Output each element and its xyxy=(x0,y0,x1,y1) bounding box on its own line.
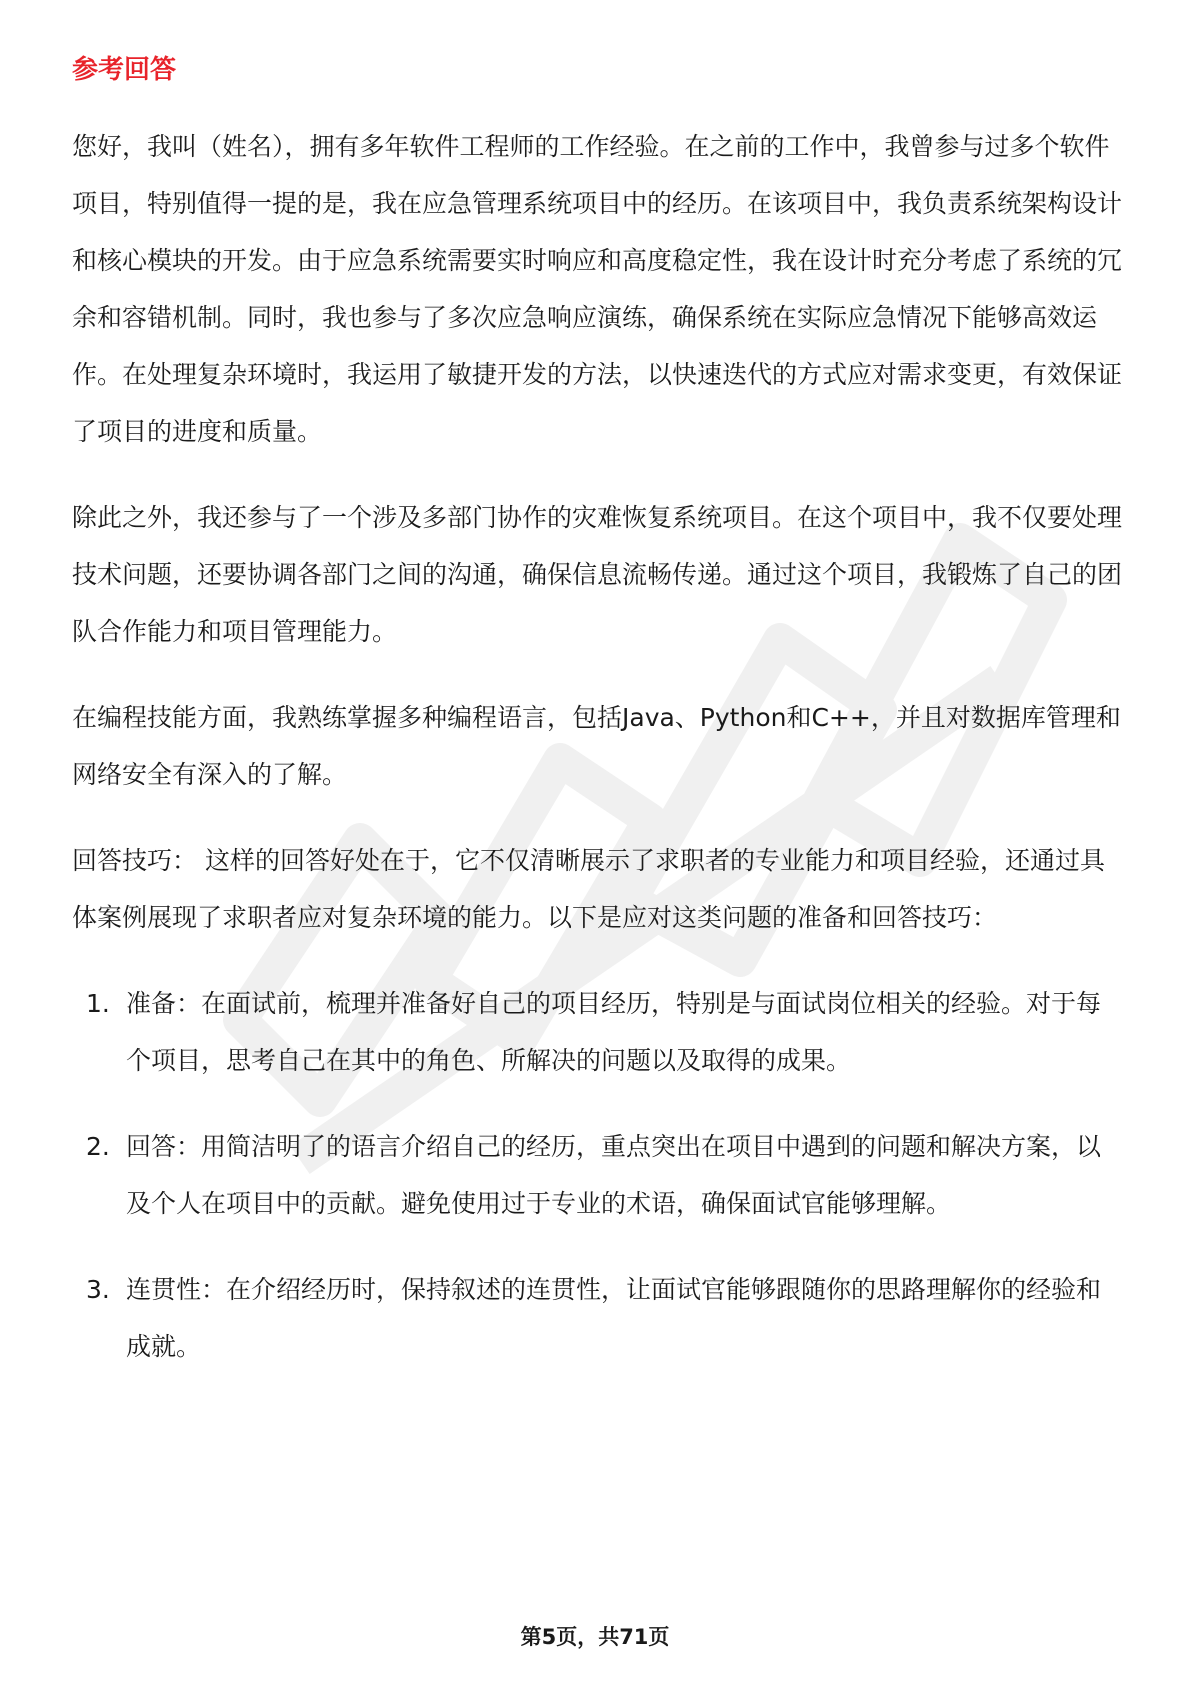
answer-paragraph-1: 您好，我叫（姓名），拥有多年软件工程师的工作经验。在之前的工作中，我曾参与过多个软件项目，特别值得一提的是，我在应急管理系统项目中的经历。在该项目中，我负责系统架构设计和核心模块的开发。由于应急系统需要实时响应和高度稳定性，我在设计时充分考虑了系统的冗余和容错机制。同时，我也参与了多次应急响应演练，确保系统在实际应急情况下能够高效运作。在处理复杂环境时，我运用了敏捷开发的方法，以快速迭代的方式应对需求变更，有效保证了项目的进度和质量。 xyxy=(72,132,1123,446)
answer-paragraph-2: 除此之外，我还参与了一个涉及多部门协作的灾难恢复系统项目。在这个项目中，我不仅要处理技术问题，还要协调各部门之间的沟通，确保信息流畅传递。通过这个项目，我锻炼了自己的团队合作能力和项目管理能力。 xyxy=(72,503,1123,646)
tips-list xyxy=(72,975,1122,1375)
list-item-text: 回答：用简洁明了的语言介绍自己的经历，重点突出在项目中遇到的问题和解决方案，以及个人在项目中的贡献。避免使用过于专业的术语，确保面试官能够理解。 xyxy=(126,1132,1102,1218)
list-item-text: 准备：在面试前，梳理并准备好自己的项目经历，特别是与面试岗位相关的经验。对于每个项目，思考自己在其中的角色、所解决的问题以及取得的成果。 xyxy=(126,989,1102,1075)
tips-list-item xyxy=(72,1118,1122,1232)
tips-intro-paragraph: 回答技巧： 这样的回答好处在于，它不仅清晰展示了求职者的专业能力和项目经验，还通过具体案例展现了求职者应对复杂环境的能力。以下是应对这类问题的准备和回答技巧： xyxy=(72,846,1105,932)
tips-list-item xyxy=(72,975,1122,1089)
list-number: 1. xyxy=(86,989,110,1018)
document-body xyxy=(72,118,1122,1404)
list-number: 2. xyxy=(86,1132,110,1161)
page-footer: 第5页，共71页 xyxy=(520,1625,670,1649)
section-heading: 参考回答 xyxy=(72,55,177,85)
list-number: 3. xyxy=(86,1275,110,1304)
answer-paragraph-3: 在编程技能方面，我熟练掌握多种编程语言，包括Java、Python和C++，并且对数据库管理和网络安全有深入的了解。 xyxy=(72,703,1121,789)
tips-list-item xyxy=(72,1261,1122,1375)
list-item-text: 连贯性：在介绍经历时，保持叙述的连贯性，让面试官能够跟随你的思路理解你的经验和成就。 xyxy=(126,1275,1102,1361)
